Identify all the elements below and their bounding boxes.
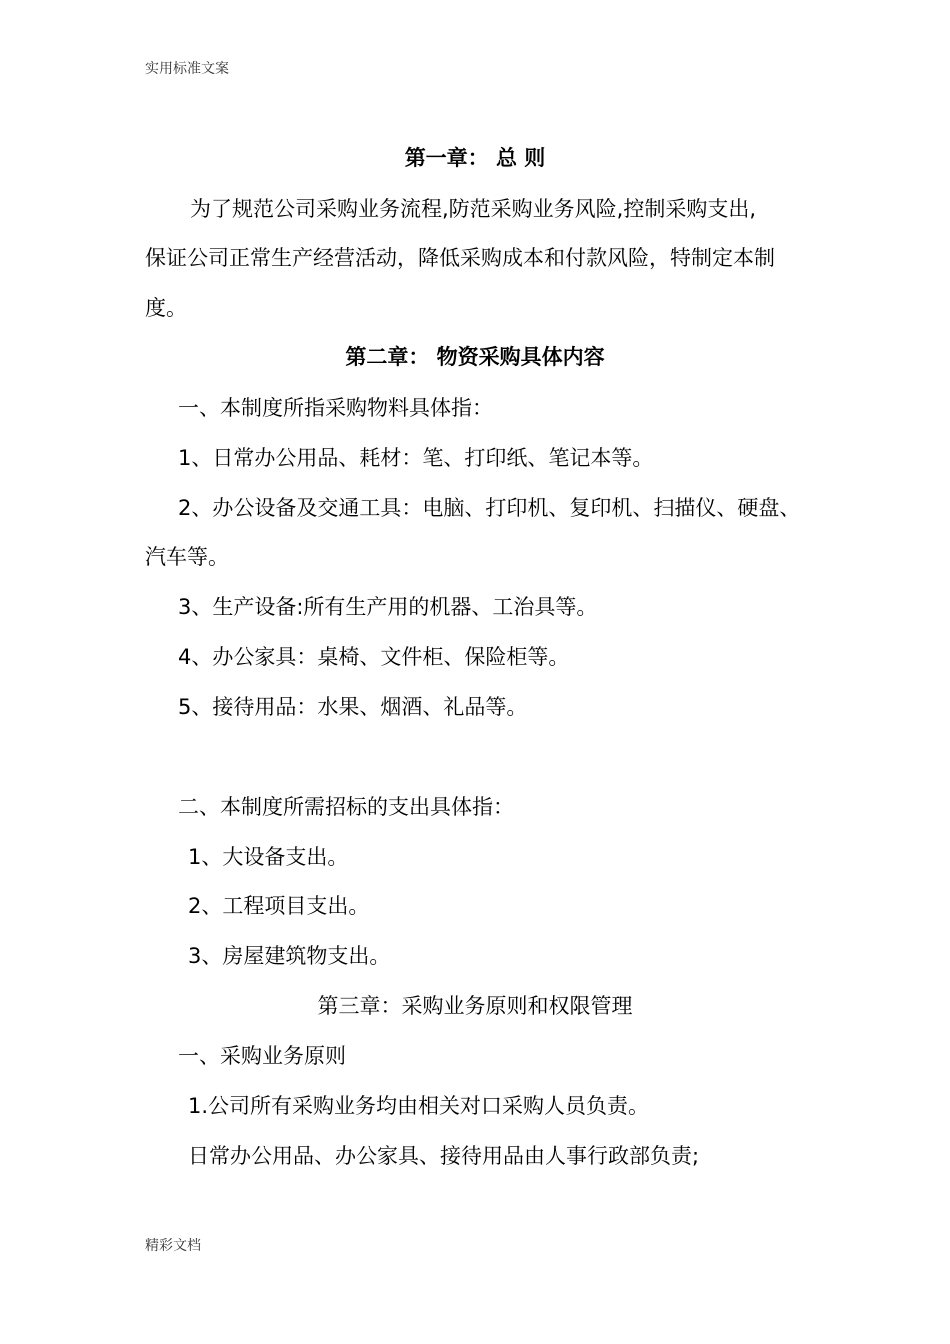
page-footer: 精彩文档 <box>145 1238 201 1254</box>
chapter-2-item-3: 3、生产设备:所有生产用的机器、工治具等。 <box>178 595 598 619</box>
chapter-2-section-2-item-3: 3、房屋建筑物支出。 <box>188 944 391 968</box>
chapter-2-section-2-heading: 二、本制度所需招标的支出具体指： <box>178 795 514 819</box>
chapter-1-paragraph-line-3: 度。 <box>145 296 187 320</box>
chapter-2-item-5: 5、接待用品：水果、烟酒、礼品等。 <box>178 695 528 719</box>
chapter-3-title: 第三章：采购业务原则和权限管理 <box>317 994 633 1018</box>
chapter-2-item-2-continued: 汽车等。 <box>145 545 229 569</box>
chapter-2-item-4: 4、办公家具：桌椅、文件柜、保险柜等。 <box>178 645 570 669</box>
chapter-2-item-2: 2、办公设备及交通工具：电脑、打印机、复印机、扫描仪、硬盘、 <box>178 496 801 520</box>
chapter-1-paragraph-line-2: 保证公司正常生产经营活动，降低采购成本和付款风险，特制定本制 <box>145 246 775 270</box>
chapter-2-title: 第二章： 物资采购具体内容 <box>345 345 605 369</box>
chapter-2-item-1: 1、日常办公用品、耗材：笔、打印纸、笔记本等。 <box>178 446 654 470</box>
chapter-3-item-1-detail: 日常办公用品、办公家具、接待用品由人事行政部负责; <box>188 1144 700 1168</box>
chapter-2-section-2-item-2: 2、工程项目支出。 <box>188 894 370 918</box>
chapter-3-section-1-heading: 一、采购业务原则 <box>178 1044 346 1068</box>
chapter-1-paragraph-line-1: 为了规范公司采购业务流程,防范采购业务风险,控制采购支出, <box>190 197 757 221</box>
chapter-3-item-1: 1.公司所有采购业务均由相关对口采购人员负责。 <box>188 1094 650 1118</box>
chapter-2-section-2-item-1: 1、大设备支出。 <box>188 845 349 869</box>
chapter-1-title: 第一章： 总 则 <box>404 146 546 170</box>
chapter-2-section-1-heading: 一、本制度所指采购物料具体指： <box>178 396 493 420</box>
page-header: 实用标准文案 <box>145 61 229 77</box>
